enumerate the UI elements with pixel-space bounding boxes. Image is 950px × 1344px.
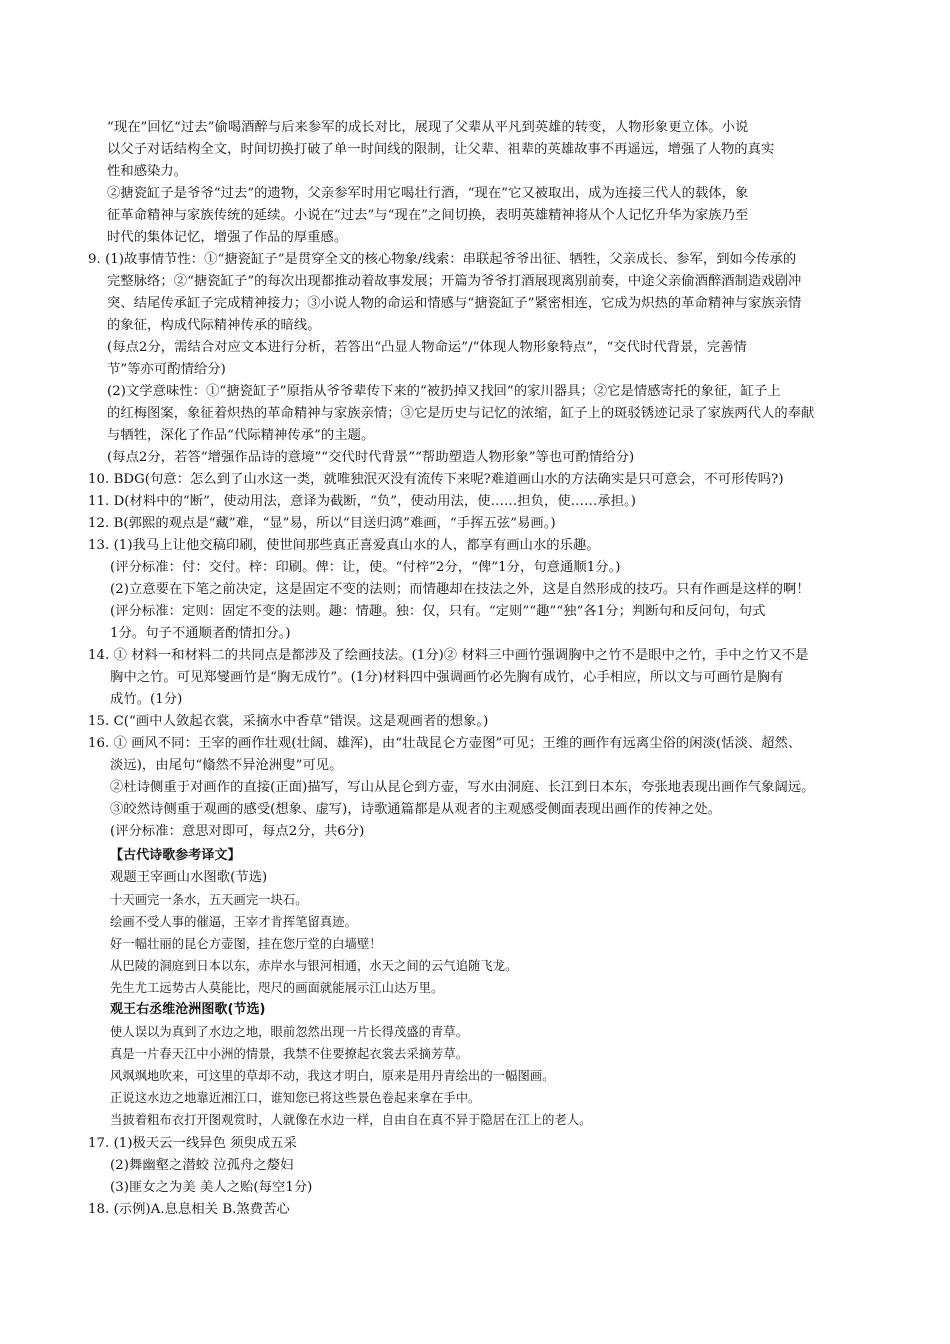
scoring-note: (每点2分，若答“增强作品诗的意境”“交代时代背景”“帮助塑造人物形象”等也可酌情给分): [107, 450, 635, 465]
text-line: ②杜诗侧重于对画作的直接(正面)描写，写山从昆仑到方壶，写水由洞庭、长江到日本东，夸张地表现出画作气象阔远。: [110, 780, 815, 795]
translation-line: 从巴陵的洞庭到日本以东，赤岸水与银河相通，水天之间的云气追随飞龙。: [110, 959, 518, 973]
text-line: 胸中之竹。可见郑燮画竹是“胸无成竹”。(1分)材料四中强调画竹必先胸有成竹，心手相应，所以文与可画竹是胸有: [110, 670, 784, 685]
question-9-line: 9. (1)故事情节性：①“搪瓷缸子”是贯穿全文的核心物象/线索：串联起爷爷出征、牺牲，父亲成长、参军，到如今传承的: [88, 252, 797, 267]
scoring-note: 节”等亦可酌情给分): [107, 362, 226, 377]
question-14-line: 14. ① 材料一和材料二的共同点是都涉及了绘画技法。(1分)② 材料三中画竹强调胸中之竹不是眼中之竹，手中之竹又不是: [88, 648, 809, 663]
poem-title: 观王右丞维沧洲图歌(节选): [110, 1002, 266, 1017]
translation-line: 当披着粗布衣打开图观赏时，人就像在水边一样，自由自在真不异于隐居在江上的老人。: [110, 1113, 592, 1127]
question-13-line: 13. (1)我马上让他交稿印刷，使世间那些真正喜爱真山水的人，都享有画山水的乐趣。: [88, 538, 600, 553]
scoring-note: (评分标准：意思对即可，每点2分，共6分): [110, 824, 365, 839]
text-line: 的红梅图案，象征着炽热的革命精神与家族亲情；③它是历史与记忆的浓缩，缸子上的斑驳锈迹记录了家族两代人的奉献: [107, 406, 815, 421]
question-12-line: 12. B(郭熙的观点是“藏”难，“显”易，所以“目送归鸿”难画，“手挥五弦”易画。): [88, 516, 556, 531]
text-line: 时代的集体记忆，增强了作品的厚重感。: [107, 230, 348, 245]
text-line: (2)文学意味性：①“搪瓷缸子”原指从爷爷辈传下来的“被扔掉又找回”的家川器具；②它是情感寄托的象征，缸子上: [107, 384, 781, 399]
scoring-note: (每点2分，需结合对应文本进行分析，若答出“凸显人物命运”/“体现人物形象特点”，“交代时代背景，完善情: [107, 340, 747, 355]
text-line: ②搪瓷缸子是爷爷“过去”的遗物，父亲参军时用它喝壮行酒，“现在”它又被取出，成为连接三代人的载体，象: [107, 186, 749, 201]
translation-line: 正说这水边之地靠近湘江口，谁知您已将这些景色卷起来拿在手中。: [110, 1091, 481, 1105]
text-line: 与牺牲，深化了作品“代际精神传承”的主题。: [107, 428, 375, 443]
question-17-line: 17. (1)极天云一线异色 须臾成五采: [88, 1136, 297, 1151]
scoring-note: (评分标准：付：交付。梓：印刷。俾：让，使。“付梓”2分，“俾”1分，句意通顺1分。): [110, 560, 621, 575]
text-line: ③皎然诗侧重于观画的感受(想象、虚写)，诗歌通篇都是从观者的主观感受侧面表现出画作的传神之处。: [110, 802, 722, 817]
translation-line: 先生尤工远势古人莫能比，咫尺的画面就能展示江山达万里。: [110, 981, 444, 995]
translation-line: 真是一片春天江中小洲的情景，我禁不住要撩起衣裳去采摘芳草。: [110, 1047, 469, 1061]
text-line: 成竹。(1分): [110, 692, 183, 707]
text-line: (2)舞幽壑之潜蛟 泣孤舟之嫠妇: [110, 1158, 294, 1173]
translation-line: 好一幅壮丽的昆仑方壶图，挂在您厅堂的白墙壁！: [110, 937, 382, 951]
scoring-note: 1分。句子不通顺者酌情扣分。): [110, 626, 291, 641]
text-line: (3)匪女之为美 美人之贻(每空1分): [110, 1180, 313, 1195]
text-line: 性和感染力。: [107, 164, 188, 179]
question-11-line: 11. D(材料中的“断”，使动用法，意译为截断，“负”，使动用法，使……担负，使……承担。): [88, 494, 636, 509]
text-line: 完整脉络；②“搪瓷缸子”的每次出现都推动着故事发展；开篇为爷爷打酒展现离别前奏，中途父亲偷酒醉酒制造戏剧冲: [107, 274, 802, 289]
translation-line: 十天画完一条水，五天画完一块石。: [110, 893, 308, 907]
text-line: 突、结尾传承缸子完成精神接力；③小说人物的命运和情感与“搪瓷缸子”紧密相连，它成为炽热的革命精神与家族亲情: [107, 296, 802, 311]
translation-heading: 【古代诗歌参考译文】: [110, 848, 241, 863]
text-line: 淡远)，由尾句“翛然不异沧洲叟”可见。: [110, 758, 343, 773]
text-line: (2)立意要在下笔之前决定，这是固定不变的法则；而情趣却在技法之外，这是自然形成的技巧。只有作画是这样的啊！: [110, 582, 810, 597]
translation-line: 风飒飒地吹来，可这里的草却不动，我这才明白，原来是用丹青绘出的一幅图画。: [110, 1069, 555, 1083]
translation-line: 绘画不受人事的催逼，王宰才肯挥笔留真迹。: [110, 915, 357, 929]
question-18-line: 18. (示例)A.息息相关 B.煞费苦心: [88, 1202, 290, 1217]
question-15-line: 15. C(“画中人敛起衣裳，采摘水中香草”错误。这是观画者的想象。): [88, 714, 489, 729]
question-16-line: 16. ① 画风不同：王宰的画作壮观(壮阔、雄浑)，由“壮哉昆仑方壶图”可见；王维的画作有远离尘俗的闲淡(恬淡、超然、: [88, 736, 802, 751]
text-line: 的象征，构成代际精神传承的暗线。: [107, 318, 321, 333]
translation-line: 使人误以为真到了水边之地，眼前忽然出现一片长得茂盛的青草。: [110, 1025, 469, 1039]
text-line: 征革命精神与家族传统的延续。小说在“过去”与“现在”之间切换，表明英雄精神将从个人记忆升华为家族乃至: [107, 208, 749, 223]
poem-title: 观题王宰画山水图歌(节选): [110, 870, 268, 885]
text-line: 以父子对话结构全文，时间切换打破了单一时间线的限制，让父辈、祖辈的英雄故事不再遥远，增强了人物的真实: [107, 142, 775, 157]
scoring-note: (评分标准：定则：固定不变的法则。趣：情趣。独：仅，只有。“定则”“趣”“独”各1分；判断句和反问句，句式: [110, 604, 766, 619]
text-line: “现在”回忆“过去”偷喝酒醉与后来参军的成长对比，展现了父辈从平凡到英雄的转变，人物形象更立体。小说: [107, 120, 749, 135]
question-10-line: 10. BDG(句意：怎么到了山水这一类，就唯独泯灭没有流传下来呢?难道画山水的方法确实是只可意会，不可形传吗?): [88, 472, 784, 487]
